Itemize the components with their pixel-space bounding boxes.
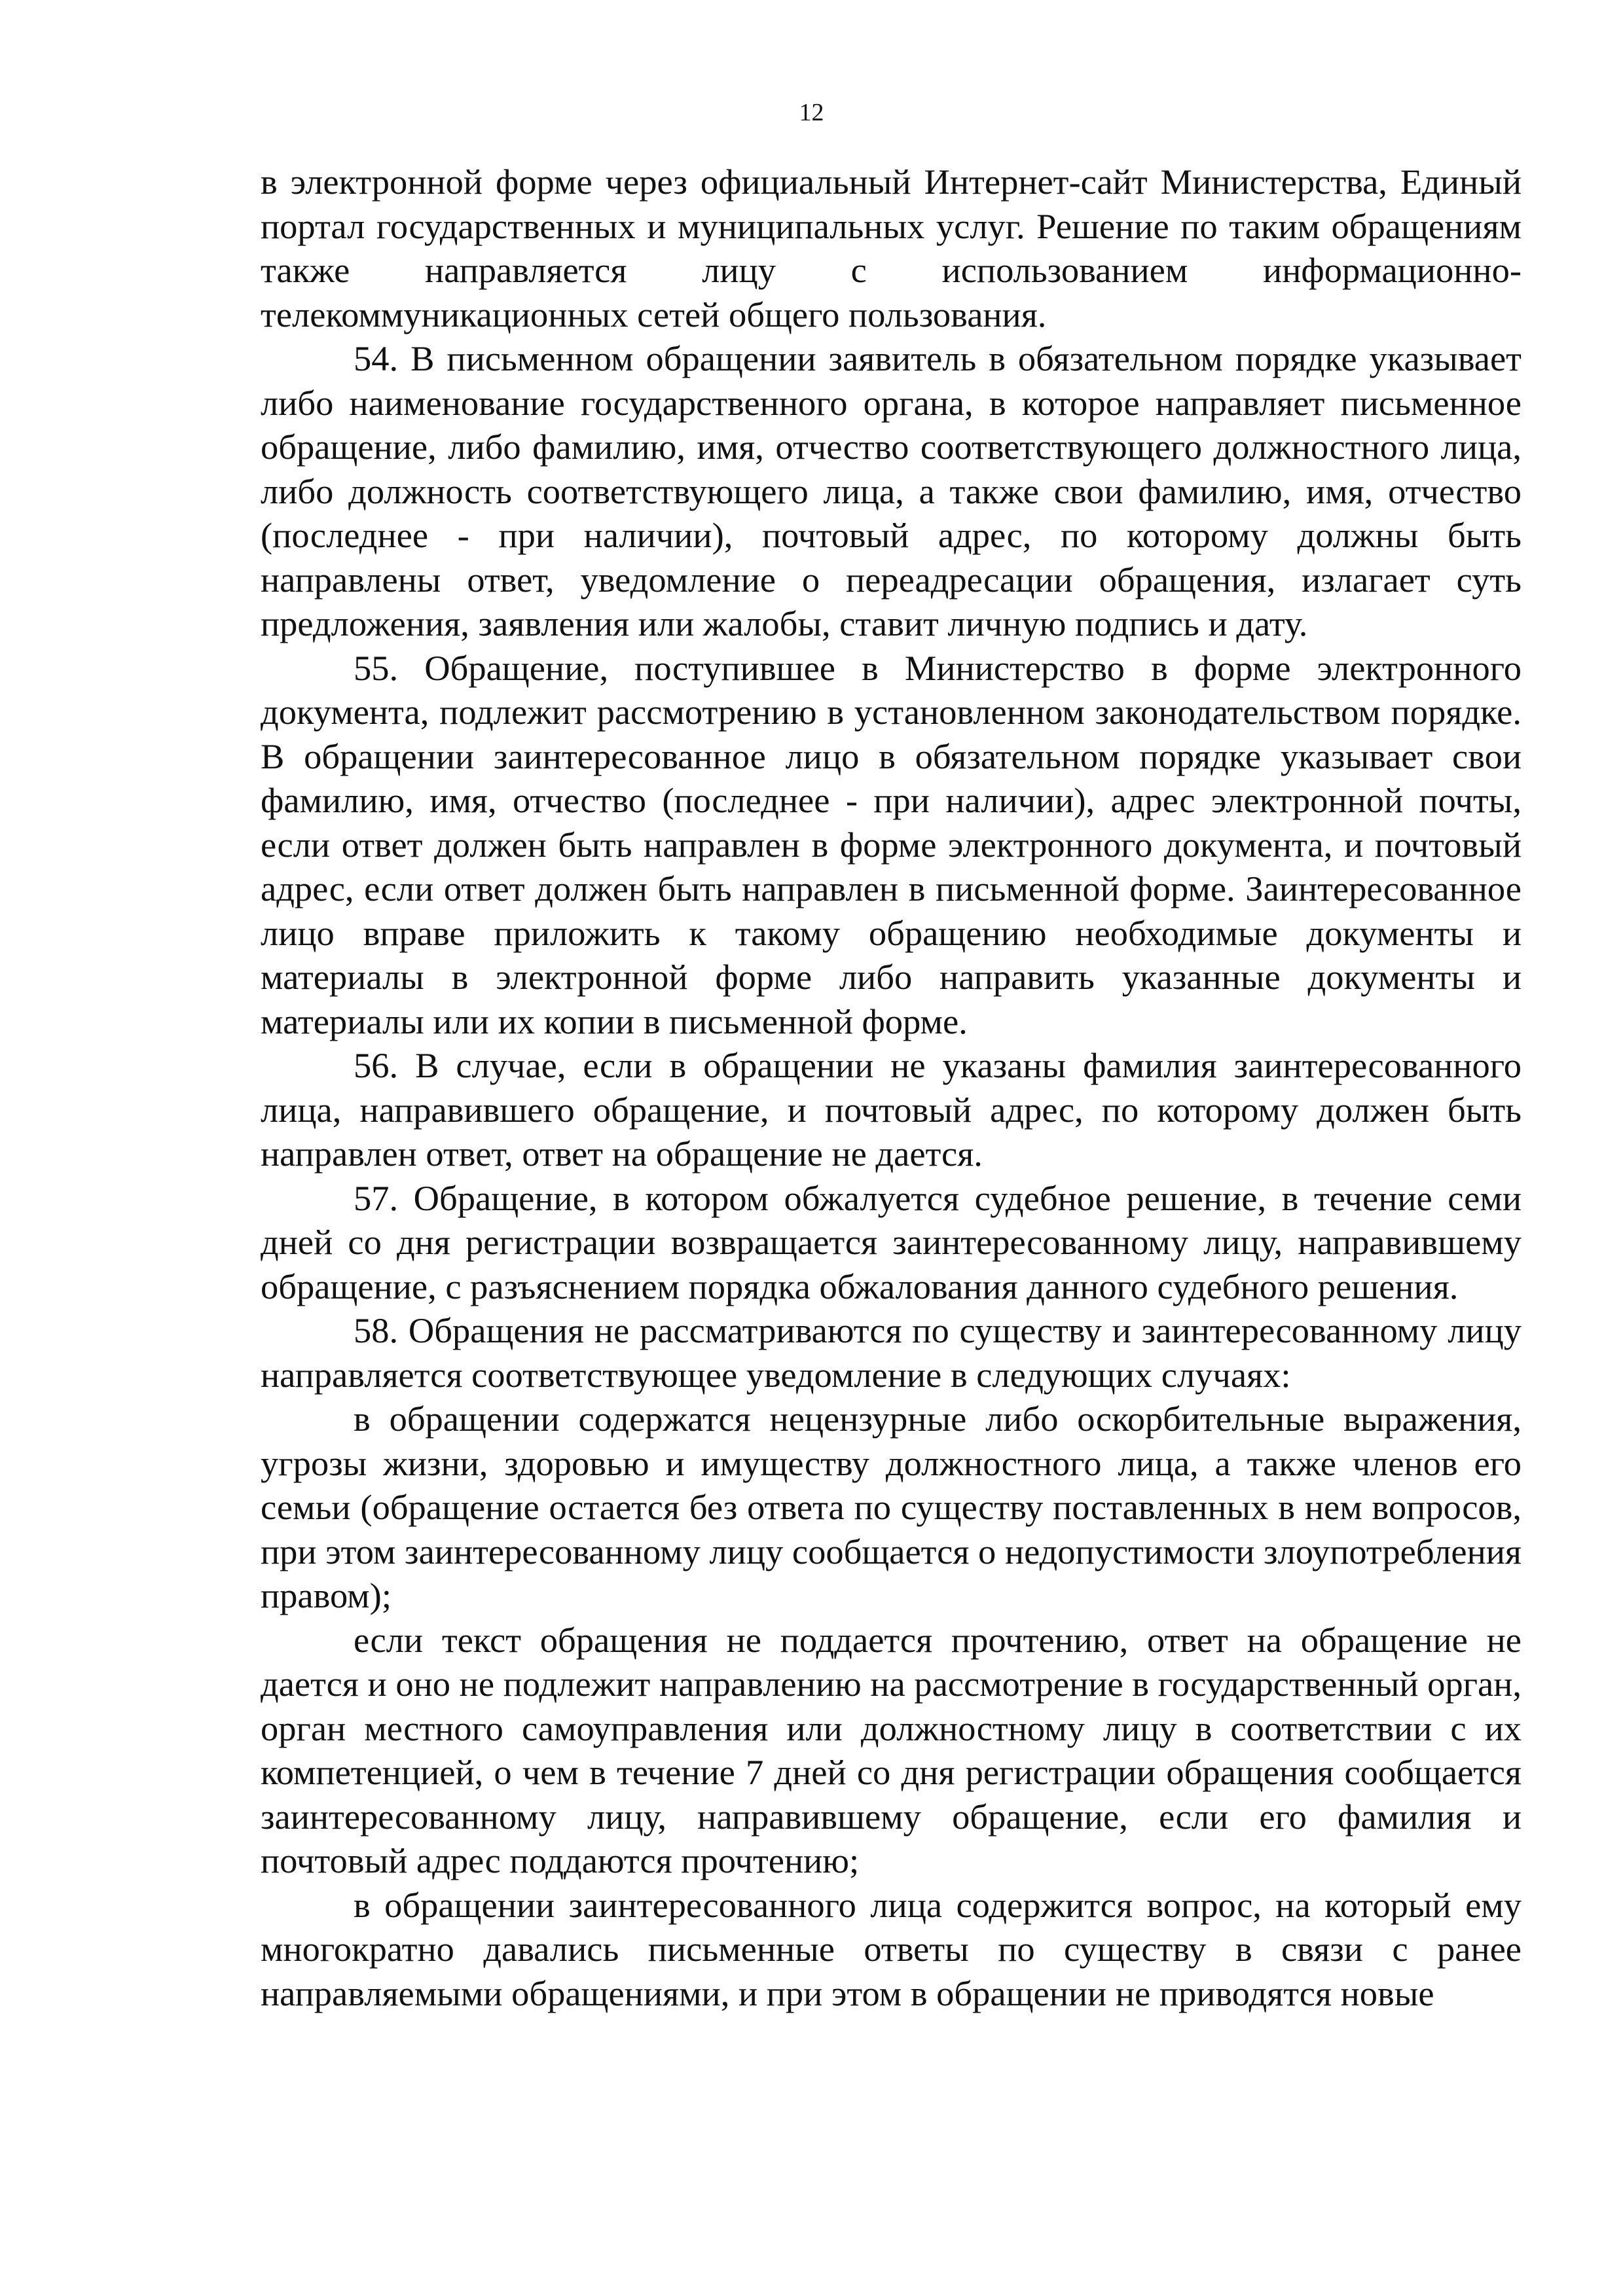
paragraph-58-case-unreadable: если текст обращения не поддается прочтению, ответ на обращение не дается и оно не подлежит направлению на рассмотрение в государственный орган, орган местного самоуправления или должностному лицу в соответствии с их компетенцией, о чем в течение 7 дней со дня регистрации обращения сообщается заинтересованному лицу, направившему обращение, если его фамилия и почтовый адрес поддаются прочтению;: [261, 1619, 1522, 1880]
paragraph-57: 57. Обращение, в котором обжалуется судебное решение, в течение семи дней со дня регистрации возвращается заинтересованному лицу, направившему обращение, с разъяснением порядка обжалования данного судебного решения.: [261, 1177, 1522, 1306]
paragraph-54: 54. В письменном обращении заявитель в обязательном порядке указывает либо наименование государственного органа, в которое направляет письменное обращение, либо фамилию, имя, отчество соответствующего должностного лица, либо должность соответствующего лица, а также свои фамилию, имя, отчество (последнее - при наличии), почтовый адрес, по которому должны быть направлены ответ, уведомление о переадресации обращения, излагает суть предложения, заявления или жалобы, ставит личную подпись и дату.: [261, 338, 1522, 643]
paragraph-55: 55. Обращение, поступившее в Министерство в форме электронного документа, подлежит рассмотрению в установленном законодательством порядке. В обращении заинтересованное лицо в обязательном порядке указывает свои фамилию, имя, отчество (последнее - при наличии), адрес электронной почты, если ответ должен быть направлен в форме электронного документа, и почтовый адрес, если ответ должен быть направлен в письменной форме. Заинтересованное лицо вправе приложить к такому обращению необходимые документы и материалы в электронной форме либо направить указанные документы и материалы или их копии в письменной форме.: [261, 647, 1522, 1041]
paragraph-58-case-obscene: в обращении содержатся нецензурные либо оскорбительные выражения, угрозы жизни, здоровью и имуществу должностного лица, а также членов его семьи (обращение остается без ответа по существу поставленных в нем вопросов, при этом заинтересованному лицу сообщается о недопустимости злоупотребления правом);: [261, 1399, 1522, 1615]
paragraph-56: 56. В случае, если в обращении не указаны фамилия заинтересованного лица, направившего обращение, и почтовый адрес, по которому должен быть направлен ответ, ответ на обращение не дается.: [261, 1045, 1522, 1174]
paragraph-58-case-repeated: в обращении заинтересованного лица содержится вопрос, на который ему многократно давались письменные ответы по существу в связи с ранее направляемыми обращениями, и при этом в обращении не приводятся новые: [261, 1884, 1522, 2013]
paragraph-58: 58. Обращения не рассматриваются по существу и заинтересованному лицу направляется соответствующее уведомление в следующих случаях:: [261, 1310, 1522, 1395]
document-body: [261, 160, 1522, 2015]
paragraph-continuation: в электронной форме через официальный Интернет-сайт Министерства, Единый портал государственных и муниципальных услуг. Решение по таким обращениям также направляется лицу с использованием информационно-телекоммуникационных сетей общего пользования.: [261, 162, 1522, 334]
page-number: 12: [799, 99, 824, 126]
